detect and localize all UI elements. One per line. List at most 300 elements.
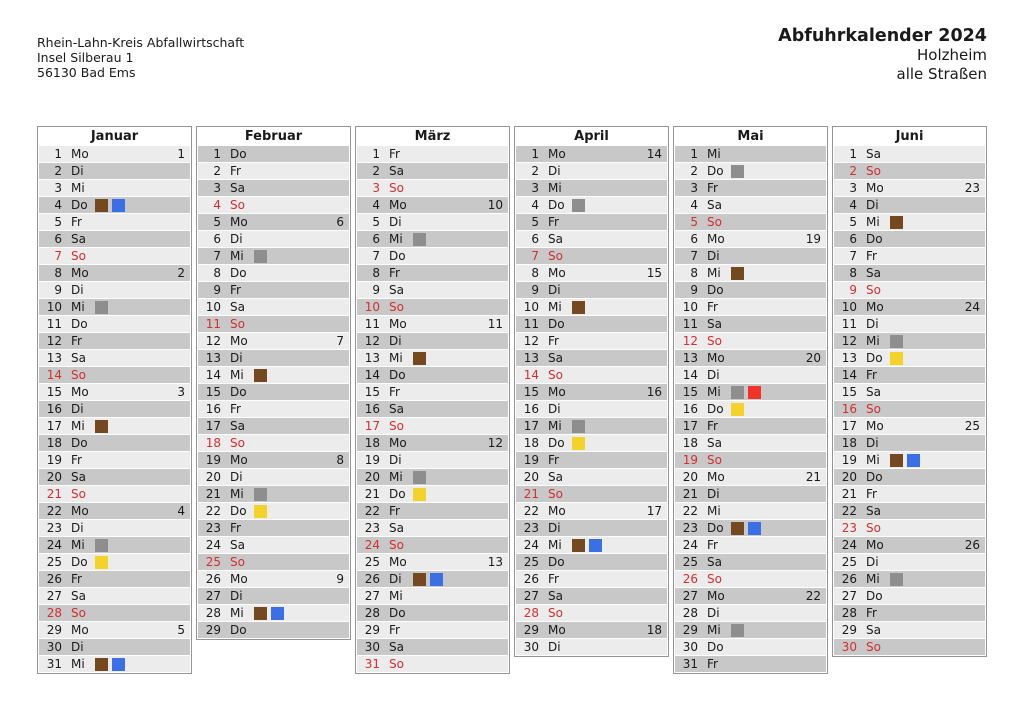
day-number: 2 — [213, 164, 221, 178]
day-row — [834, 554, 985, 570]
day-row — [516, 350, 667, 366]
collection-markers — [254, 607, 284, 620]
weekday-label: Di — [548, 521, 561, 535]
day-number: 17 — [46, 419, 62, 433]
weekday-label: Mi — [548, 181, 562, 195]
day-number: 9 — [54, 283, 62, 297]
day-number: 9 — [531, 283, 539, 297]
weekday-label: Do — [707, 164, 724, 178]
day-number: 19 — [46, 453, 62, 467]
weekday-label: Fr — [389, 623, 400, 637]
day-number: 15 — [841, 385, 857, 399]
weekday-label: Sa — [707, 198, 722, 212]
weekday-label: Mi — [71, 538, 85, 552]
day-row — [834, 639, 985, 655]
weekday-label: Fr — [548, 215, 559, 229]
day-number: 17 — [682, 419, 698, 433]
weekday-label: Fr — [230, 521, 241, 535]
week-number: 26 — [964, 538, 980, 552]
day-number: 1 — [372, 147, 380, 161]
day-number: 25 — [841, 555, 857, 569]
day-row — [834, 248, 985, 264]
weekday-label: Di — [866, 198, 879, 212]
brown-square-icon — [254, 369, 267, 382]
day-number: 10 — [841, 300, 857, 314]
weekday-label: Do — [548, 555, 565, 569]
day-number: 6 — [372, 232, 380, 246]
weekday-label: Do — [389, 368, 406, 382]
weekday-label: Di — [707, 368, 720, 382]
collection-markers — [413, 233, 426, 246]
weekday-label: Do — [707, 640, 724, 654]
week-number: 14 — [646, 147, 662, 161]
week-number: 12 — [487, 436, 503, 450]
day-number: 28 — [682, 606, 698, 620]
day-row — [675, 503, 826, 519]
day-number: 17 — [364, 419, 380, 433]
day-number: 6 — [690, 232, 698, 246]
weekday-label: Sa — [389, 283, 404, 297]
weekday-label: Mi — [866, 572, 880, 586]
day-number: 13 — [523, 351, 539, 365]
month-title: Mai — [675, 128, 826, 145]
weekday-label: Fr — [230, 283, 241, 297]
day-row — [675, 537, 826, 553]
day-row — [357, 197, 508, 213]
day-row — [357, 656, 508, 672]
day-row — [39, 333, 190, 349]
weekday-label: So — [389, 538, 404, 552]
day-row — [198, 605, 349, 621]
day-row — [516, 622, 667, 638]
day-row — [198, 248, 349, 264]
weekday-label: Di — [866, 317, 879, 331]
day-row — [39, 486, 190, 502]
day-number: 22 — [205, 504, 221, 518]
week-number: 22 — [805, 589, 821, 603]
blue-square-icon — [907, 454, 920, 467]
day-row — [357, 401, 508, 417]
day-row — [39, 537, 190, 553]
day-number: 2 — [690, 164, 698, 178]
week-number: 13 — [487, 555, 503, 569]
day-row — [834, 316, 985, 332]
weekday-label: So — [707, 453, 722, 467]
collection-markers — [890, 454, 920, 467]
week-number: 11 — [487, 317, 503, 331]
day-row — [516, 265, 667, 281]
gray-square-icon — [572, 199, 585, 212]
week-number: 23 — [964, 181, 980, 195]
weekday-label: So — [548, 487, 563, 501]
weekday-label: Fr — [707, 657, 718, 671]
day-number: 10 — [523, 300, 539, 314]
day-row — [39, 656, 190, 672]
day-row — [198, 367, 349, 383]
weekday-label: Do — [389, 606, 406, 620]
weekday-label: Fr — [866, 249, 877, 263]
collection-markers — [890, 335, 903, 348]
sender-line-2: Insel Silberau 1 — [37, 50, 134, 65]
day-row — [675, 401, 826, 417]
day-number: 28 — [364, 606, 380, 620]
day-number: 20 — [682, 470, 698, 484]
weekday-label: So — [230, 555, 245, 569]
weekday-label: So — [707, 215, 722, 229]
day-number: 20 — [205, 470, 221, 484]
weekday-label: Sa — [866, 147, 881, 161]
day-row — [357, 554, 508, 570]
day-row — [516, 316, 667, 332]
day-number: 31 — [364, 657, 380, 671]
day-row — [198, 622, 349, 638]
day-row — [39, 180, 190, 196]
day-row — [39, 248, 190, 264]
day-number: 24 — [364, 538, 380, 552]
brown-square-icon — [890, 454, 903, 467]
brown-square-icon — [413, 352, 426, 365]
day-number: 26 — [841, 572, 857, 586]
day-row — [834, 486, 985, 502]
day-number: 14 — [523, 368, 539, 382]
day-row — [357, 520, 508, 536]
day-number: 8 — [531, 266, 539, 280]
weekday-label: Do — [71, 317, 88, 331]
day-row — [39, 214, 190, 230]
yellow-square-icon — [413, 488, 426, 501]
brown-square-icon — [95, 199, 108, 212]
week-number: 9 — [336, 572, 344, 586]
weekday-label: Fr — [707, 419, 718, 433]
weekday-label: Di — [548, 283, 561, 297]
month-days — [357, 146, 508, 672]
day-row — [516, 299, 667, 315]
weekday-label: So — [389, 657, 404, 671]
weekday-label: Mo — [866, 419, 884, 433]
gray-square-icon — [413, 471, 426, 484]
location-subtitle: Holzheim — [916, 46, 987, 64]
day-number: 13 — [682, 351, 698, 365]
weekday-label: Sa — [707, 555, 722, 569]
day-row — [39, 316, 190, 332]
day-number: 15 — [682, 385, 698, 399]
day-number: 12 — [46, 334, 62, 348]
day-number: 15 — [46, 385, 62, 399]
day-row — [675, 231, 826, 247]
day-row — [198, 486, 349, 502]
day-number: 30 — [523, 640, 539, 654]
day-number: 3 — [531, 181, 539, 195]
collection-markers — [731, 165, 744, 178]
collection-markers — [731, 267, 744, 280]
collection-markers — [731, 624, 744, 637]
weekday-label: Sa — [230, 300, 245, 314]
day-number: 1 — [54, 147, 62, 161]
weekday-label: Di — [389, 334, 402, 348]
day-number: 26 — [682, 572, 698, 586]
day-row — [39, 282, 190, 298]
gray-square-icon — [254, 488, 267, 501]
weekday-label: Mi — [230, 249, 244, 263]
day-number: 10 — [364, 300, 380, 314]
day-number: 29 — [523, 623, 539, 637]
day-row — [198, 384, 349, 400]
day-row — [357, 333, 508, 349]
day-row — [39, 163, 190, 179]
weekday-label: Sa — [230, 419, 245, 433]
collection-markers — [572, 301, 585, 314]
day-number: 7 — [372, 249, 380, 263]
brown-square-icon — [254, 607, 267, 620]
day-row — [39, 367, 190, 383]
day-row — [198, 231, 349, 247]
yellow-square-icon — [95, 556, 108, 569]
collection-markers — [731, 386, 761, 399]
day-number: 3 — [54, 181, 62, 195]
weekday-label: Fr — [548, 334, 559, 348]
day-row — [357, 537, 508, 553]
week-number: 18 — [646, 623, 662, 637]
day-row — [357, 435, 508, 451]
day-number: 7 — [531, 249, 539, 263]
weekday-label: Sa — [389, 402, 404, 416]
day-row — [516, 435, 667, 451]
day-row — [834, 197, 985, 213]
day-number: 13 — [46, 351, 62, 365]
day-number: 16 — [205, 402, 221, 416]
day-row — [198, 299, 349, 315]
day-row — [357, 639, 508, 655]
weekday-label: Do — [866, 470, 883, 484]
day-row — [516, 588, 667, 604]
weekday-label: Fr — [707, 538, 718, 552]
weekday-label: Do — [866, 351, 883, 365]
weekday-label: Mi — [71, 181, 85, 195]
month-title: Juni — [834, 128, 985, 145]
day-row — [675, 350, 826, 366]
day-row — [834, 367, 985, 383]
day-number: 8 — [372, 266, 380, 280]
day-number: 13 — [364, 351, 380, 365]
weekday-label: Di — [548, 402, 561, 416]
day-number: 4 — [690, 198, 698, 212]
weekday-label: So — [548, 606, 563, 620]
weekday-label: Sa — [389, 164, 404, 178]
weekday-label: Mo — [71, 623, 89, 637]
week-number: 2 — [177, 266, 185, 280]
weekday-label: So — [866, 283, 881, 297]
day-row — [357, 299, 508, 315]
weekday-label: Sa — [548, 470, 563, 484]
day-row — [357, 452, 508, 468]
sender-line-1: Rhein-Lahn-Kreis Abfallwirtschaft — [37, 35, 245, 50]
day-number: 30 — [364, 640, 380, 654]
day-number: 22 — [523, 504, 539, 518]
week-number: 3 — [177, 385, 185, 399]
week-number: 10 — [487, 198, 503, 212]
weekday-label: Di — [71, 164, 84, 178]
day-row — [39, 435, 190, 451]
week-number: 8 — [336, 453, 344, 467]
day-row — [198, 418, 349, 434]
weekday-label: Mi — [548, 419, 562, 433]
day-number: 4 — [372, 198, 380, 212]
day-number: 14 — [205, 368, 221, 382]
day-number: 2 — [372, 164, 380, 178]
day-row — [834, 401, 985, 417]
week-number: 19 — [805, 232, 821, 246]
collection-markers — [413, 488, 426, 501]
day-row — [39, 146, 190, 162]
weekday-label: Di — [389, 572, 402, 586]
weekday-label: Mi — [389, 589, 403, 603]
collection-markers — [572, 437, 585, 450]
weekday-label: Mo — [71, 504, 89, 518]
weekday-label: Do — [230, 504, 247, 518]
day-row — [675, 452, 826, 468]
day-row — [675, 146, 826, 162]
weekday-label: Fr — [866, 487, 877, 501]
day-number: 24 — [46, 538, 62, 552]
gray-square-icon — [731, 165, 744, 178]
day-row — [198, 265, 349, 281]
day-number: 27 — [205, 589, 221, 603]
day-number: 30 — [841, 640, 857, 654]
day-row — [357, 163, 508, 179]
day-row — [834, 163, 985, 179]
weekday-label: Mi — [71, 419, 85, 433]
weekday-label: Fr — [71, 572, 82, 586]
day-number: 26 — [364, 572, 380, 586]
day-number: 9 — [372, 283, 380, 297]
day-number: 7 — [690, 249, 698, 263]
day-row — [675, 639, 826, 655]
day-row — [39, 554, 190, 570]
collection-markers — [572, 420, 585, 433]
day-row — [198, 554, 349, 570]
day-number: 6 — [849, 232, 857, 246]
day-row — [834, 520, 985, 536]
day-number: 17 — [523, 419, 539, 433]
weekday-label: Mo — [230, 453, 248, 467]
week-number: 24 — [964, 300, 980, 314]
month-januar — [37, 126, 192, 674]
day-row — [834, 435, 985, 451]
day-number: 28 — [205, 606, 221, 620]
weekday-label: Do — [866, 232, 883, 246]
day-row — [675, 571, 826, 587]
weekday-label: So — [389, 300, 404, 314]
day-number: 9 — [213, 283, 221, 297]
weekday-label: Mi — [548, 538, 562, 552]
day-row — [675, 248, 826, 264]
collection-markers — [731, 403, 744, 416]
collection-markers — [95, 420, 108, 433]
weekday-label: Mo — [389, 198, 407, 212]
day-number: 27 — [46, 589, 62, 603]
weekday-label: Mo — [866, 181, 884, 195]
month-days — [39, 146, 190, 672]
day-number: 21 — [841, 487, 857, 501]
day-number: 24 — [523, 538, 539, 552]
weekday-label: So — [71, 487, 86, 501]
day-number: 1 — [690, 147, 698, 161]
day-number: 18 — [205, 436, 221, 450]
day-row — [357, 384, 508, 400]
day-row — [198, 503, 349, 519]
collection-markers — [254, 488, 267, 501]
day-number: 5 — [849, 215, 857, 229]
day-number: 11 — [682, 317, 698, 331]
day-row — [675, 520, 826, 536]
day-number: 8 — [54, 266, 62, 280]
weekday-label: So — [548, 368, 563, 382]
day-number: 10 — [682, 300, 698, 314]
day-row — [516, 520, 667, 536]
day-row — [357, 571, 508, 587]
day-number: 29 — [46, 623, 62, 637]
weekday-label: So — [866, 640, 881, 654]
day-number: 16 — [841, 402, 857, 416]
day-row — [39, 503, 190, 519]
day-number: 20 — [523, 470, 539, 484]
weekday-label: Mo — [707, 589, 725, 603]
day-row — [516, 146, 667, 162]
day-row — [675, 367, 826, 383]
page-title: Abfuhrkalender 2024 — [778, 26, 987, 46]
sender-address-block — [37, 35, 244, 80]
collection-markers — [254, 250, 267, 263]
weekday-label: Di — [71, 402, 84, 416]
brown-square-icon — [572, 539, 585, 552]
day-number: 29 — [205, 623, 221, 637]
weekday-label: Fr — [230, 164, 241, 178]
day-row — [516, 452, 667, 468]
weekday-label: Sa — [707, 436, 722, 450]
month-title: Januar — [39, 128, 190, 145]
weekday-label: Sa — [866, 623, 881, 637]
week-number: 6 — [336, 215, 344, 229]
day-number: 13 — [205, 351, 221, 365]
collection-markers — [731, 522, 761, 535]
weekday-label: Do — [230, 266, 247, 280]
yellow-square-icon — [254, 505, 267, 518]
day-number: 6 — [213, 232, 221, 246]
weekday-label: Fr — [707, 181, 718, 195]
weekday-label: Mo — [230, 215, 248, 229]
day-row — [39, 350, 190, 366]
collection-markers — [413, 573, 443, 586]
collection-markers — [413, 471, 426, 484]
day-number: 8 — [690, 266, 698, 280]
weekday-label: So — [230, 317, 245, 331]
gray-square-icon — [572, 420, 585, 433]
collection-markers — [890, 352, 903, 365]
day-row — [516, 384, 667, 400]
weekday-label: Mi — [707, 623, 721, 637]
weekday-label: Sa — [71, 589, 86, 603]
blue-square-icon — [589, 539, 602, 552]
day-number: 10 — [205, 300, 221, 314]
day-row — [675, 214, 826, 230]
day-number: 7 — [849, 249, 857, 263]
day-row — [198, 401, 349, 417]
day-row — [39, 452, 190, 468]
day-row — [39, 605, 190, 621]
weekday-label: Fr — [71, 215, 82, 229]
weekday-label: So — [389, 181, 404, 195]
weekday-label: Mi — [230, 487, 244, 501]
